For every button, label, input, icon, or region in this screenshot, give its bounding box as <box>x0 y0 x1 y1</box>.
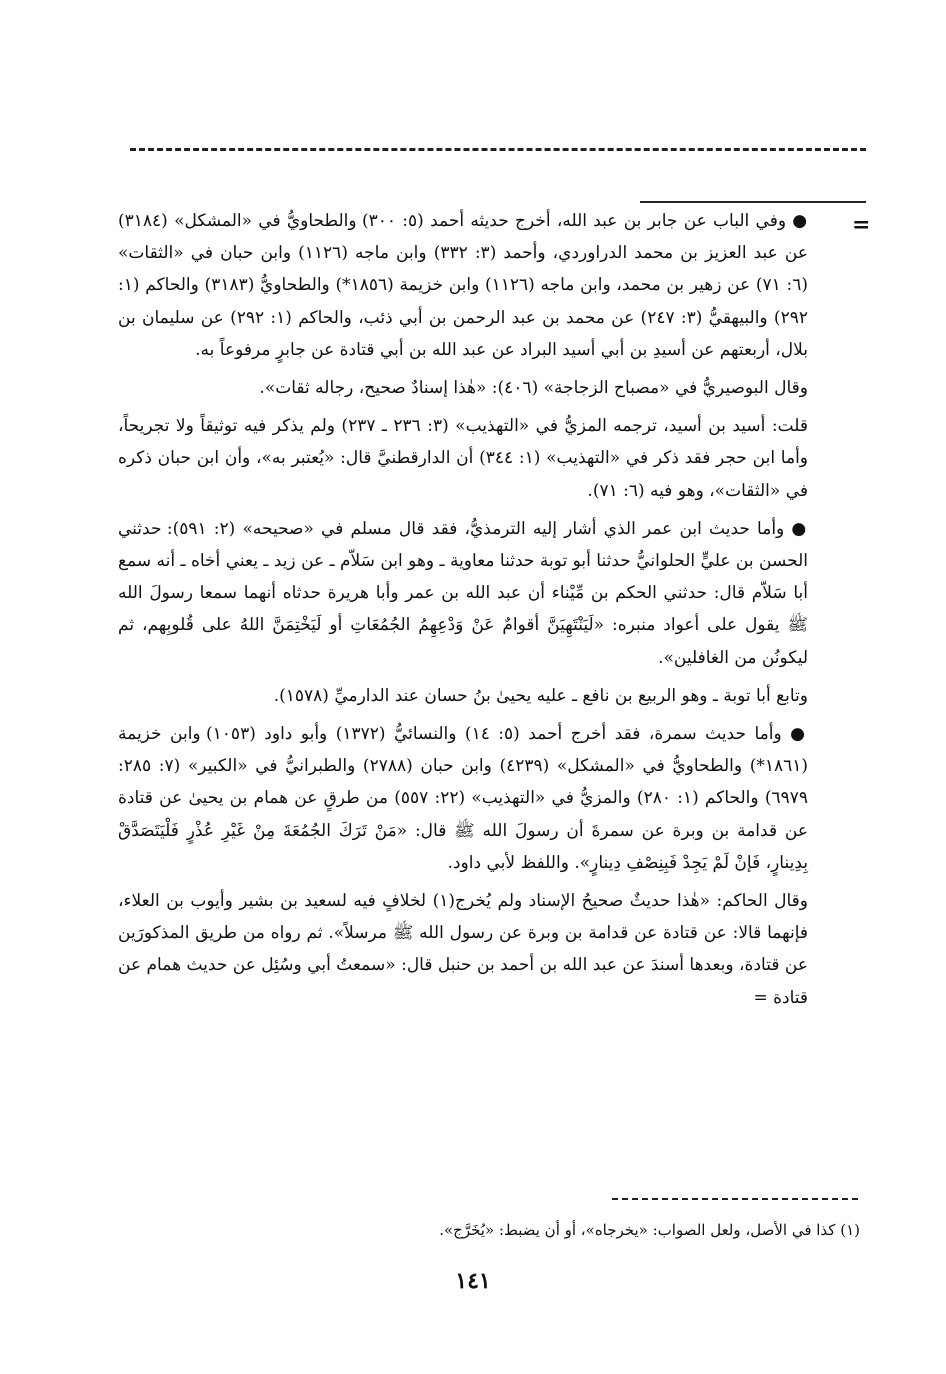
footnote: (١) كذا في الأصل، ولعل الصواب: «يخرجاه»، أو أن يضبط: «يُخَرَّج». <box>439 1221 860 1239</box>
paragraph-ibn-umar: ● وأما حديث ابن عمر الذي أشار إليه الترمذيُّ، فقد قال مسلم في «صحيحه» (٢: ٥٩١): حدثني الحسن بن عليٍّ الحلوانيُّ حدثنا أبو توبة حدثنا معاوية ـ وهو ابن سَلاّم ـ عن زيد ـ يعني أخاه ـ أنه سمع أبا سَلاّم قال: حدثني الحكم بن مِّيْناء أن عبد الله بن عمر وأبا هريرة حدثاه أنهما سمعا رسولَ الله ﷺ يقول على أعواد منبره: «لَيَنْتَهِيَنَّ أقوامٌ عَنْ وَدْعِهِمُ الجُمُعَاتِ أو لَيَخْتِمَنَّ اللهُ على قُلوبِهم، ثم ليكونُن من الغافلين». <box>118 518 808 668</box>
continuation-mark: = <box>852 212 871 238</box>
column-top-rule <box>640 201 866 203</box>
paragraph-busiri: وقال البوصيريُّ في «مصباح الزجاجة» (٤٠٦): «هٰذا إسنادٌ صحيح، رجاله ثقات». <box>259 378 808 399</box>
paragraph-hakim: وقال الحاكم: «هٰذا حديثٌ صحيحُ الإسناد ولم يُخرج(١) لخلافٍ فيه لسعيد بن بشير وأيوب بن العلاء، فإنهما قالا: عن قتادة عن قدامة بن وبرة عن رسول الله ﷺ مرسلاً». ثم رواه من طريق المذكورَين عن قتادة، وبعدها أسندَ عن عبد الله بن أحمد بن حنبل قال: «سمعتُ أبي وسُئِل عن حديث همام عن قتادة = <box>118 891 808 1008</box>
paragraph-samura: ● وأما حديث سمرة، فقد أخرج أحمد (٥: ١٤) والنسائيُّ (١٣٧٢) وأبو داود (١٠٥٣) وابن خزيمة (١٨٦١*) والطحاويُّ في «المشكل» (٤٢٣٩) وابن حبان (٢٧٨٨) والطبرانيُّ في «الكبير» (٧: ٢٨٥: ٦٩٧٩) والحاكم (١: ٢٨٠) والمزيُّ في «التهذيب» (٢٢: ٥٥٧) من طرقٍ عن همام بن يحيىٰ عن قتادة عن قدامة بن وبرة عن سمرةَ أن رسولَ الله ﷺ قال: «مَنْ تَرَكَ الجُمُعَةَ مِنْ غَيْرِ عُذْرٍ فَلْيَتَصَدَّقْ بِدِينارٍ، فَإنْ لَمْ يَجِدْ فَبِنِصْفِ دِينارٍ». واللفظ لأبي داود. <box>118 724 809 873</box>
header-dashed-rule <box>130 148 866 151</box>
paragraph-qultu: قلت: أسيد بن أسيد، ترجمه المزيُّ في «التهذيب» (٣: ٢٣٦ ـ ٢٣٧) ولم يذكر فيه توثيقاً ولا تجريحاً، وأما ابن حجر فقد ذكر في «التهذيب» (١: ٣٤٤) أن الدارقطنيَّ قال: «يُعتبر به»، وأن ابن حبان ذكره في «الثقات»، وهو فيه (٦: ٧١). <box>118 416 808 501</box>
footnote-dashed-rule <box>612 1198 858 1200</box>
page-number: ١٤١ <box>455 1268 491 1294</box>
paragraph-mutaba: وتابع أبا توبة ـ وهو الربيع بن نافع ـ عليه يحيىٰ بنُ حسان عند الدارميِّ (١٥٧٨). <box>273 685 808 706</box>
main-text <box>118 205 808 1020</box>
paragraph-jabir: ● وفي الباب عن جابر بن عبد الله، أخرج حديثه أحمد (٥: ٣٠٠) والطحاويُّ في «المشكل» (٣١٨٤) عن عبد العزيز بن محمد الدراوردي، وأحمد (٣: ٣٣٢) وابن ماجه (١١٢٦) وابن حبان في «الثقات» (٦: ٧١) عن زهير بن محمد، وابن ماجه (١١٢٦) وابن خزيمة (١٨٥٦*) والطحاويُّ (٣١٨٣) والحاكم (١: ٢٩٢) والبيهقيُّ (٣: ٢٤٧) عن محمد بن عبد الرحمن بن أبي ذئب، والحاكم (١: ٢٩٢) عن سليمان بن بلال، أربعتهم عن أسيدِ بن أبي أسيد البراد عن عبد الله بن أبي قتادة عن جابرٍ مرفوعاً به. <box>118 211 808 360</box>
